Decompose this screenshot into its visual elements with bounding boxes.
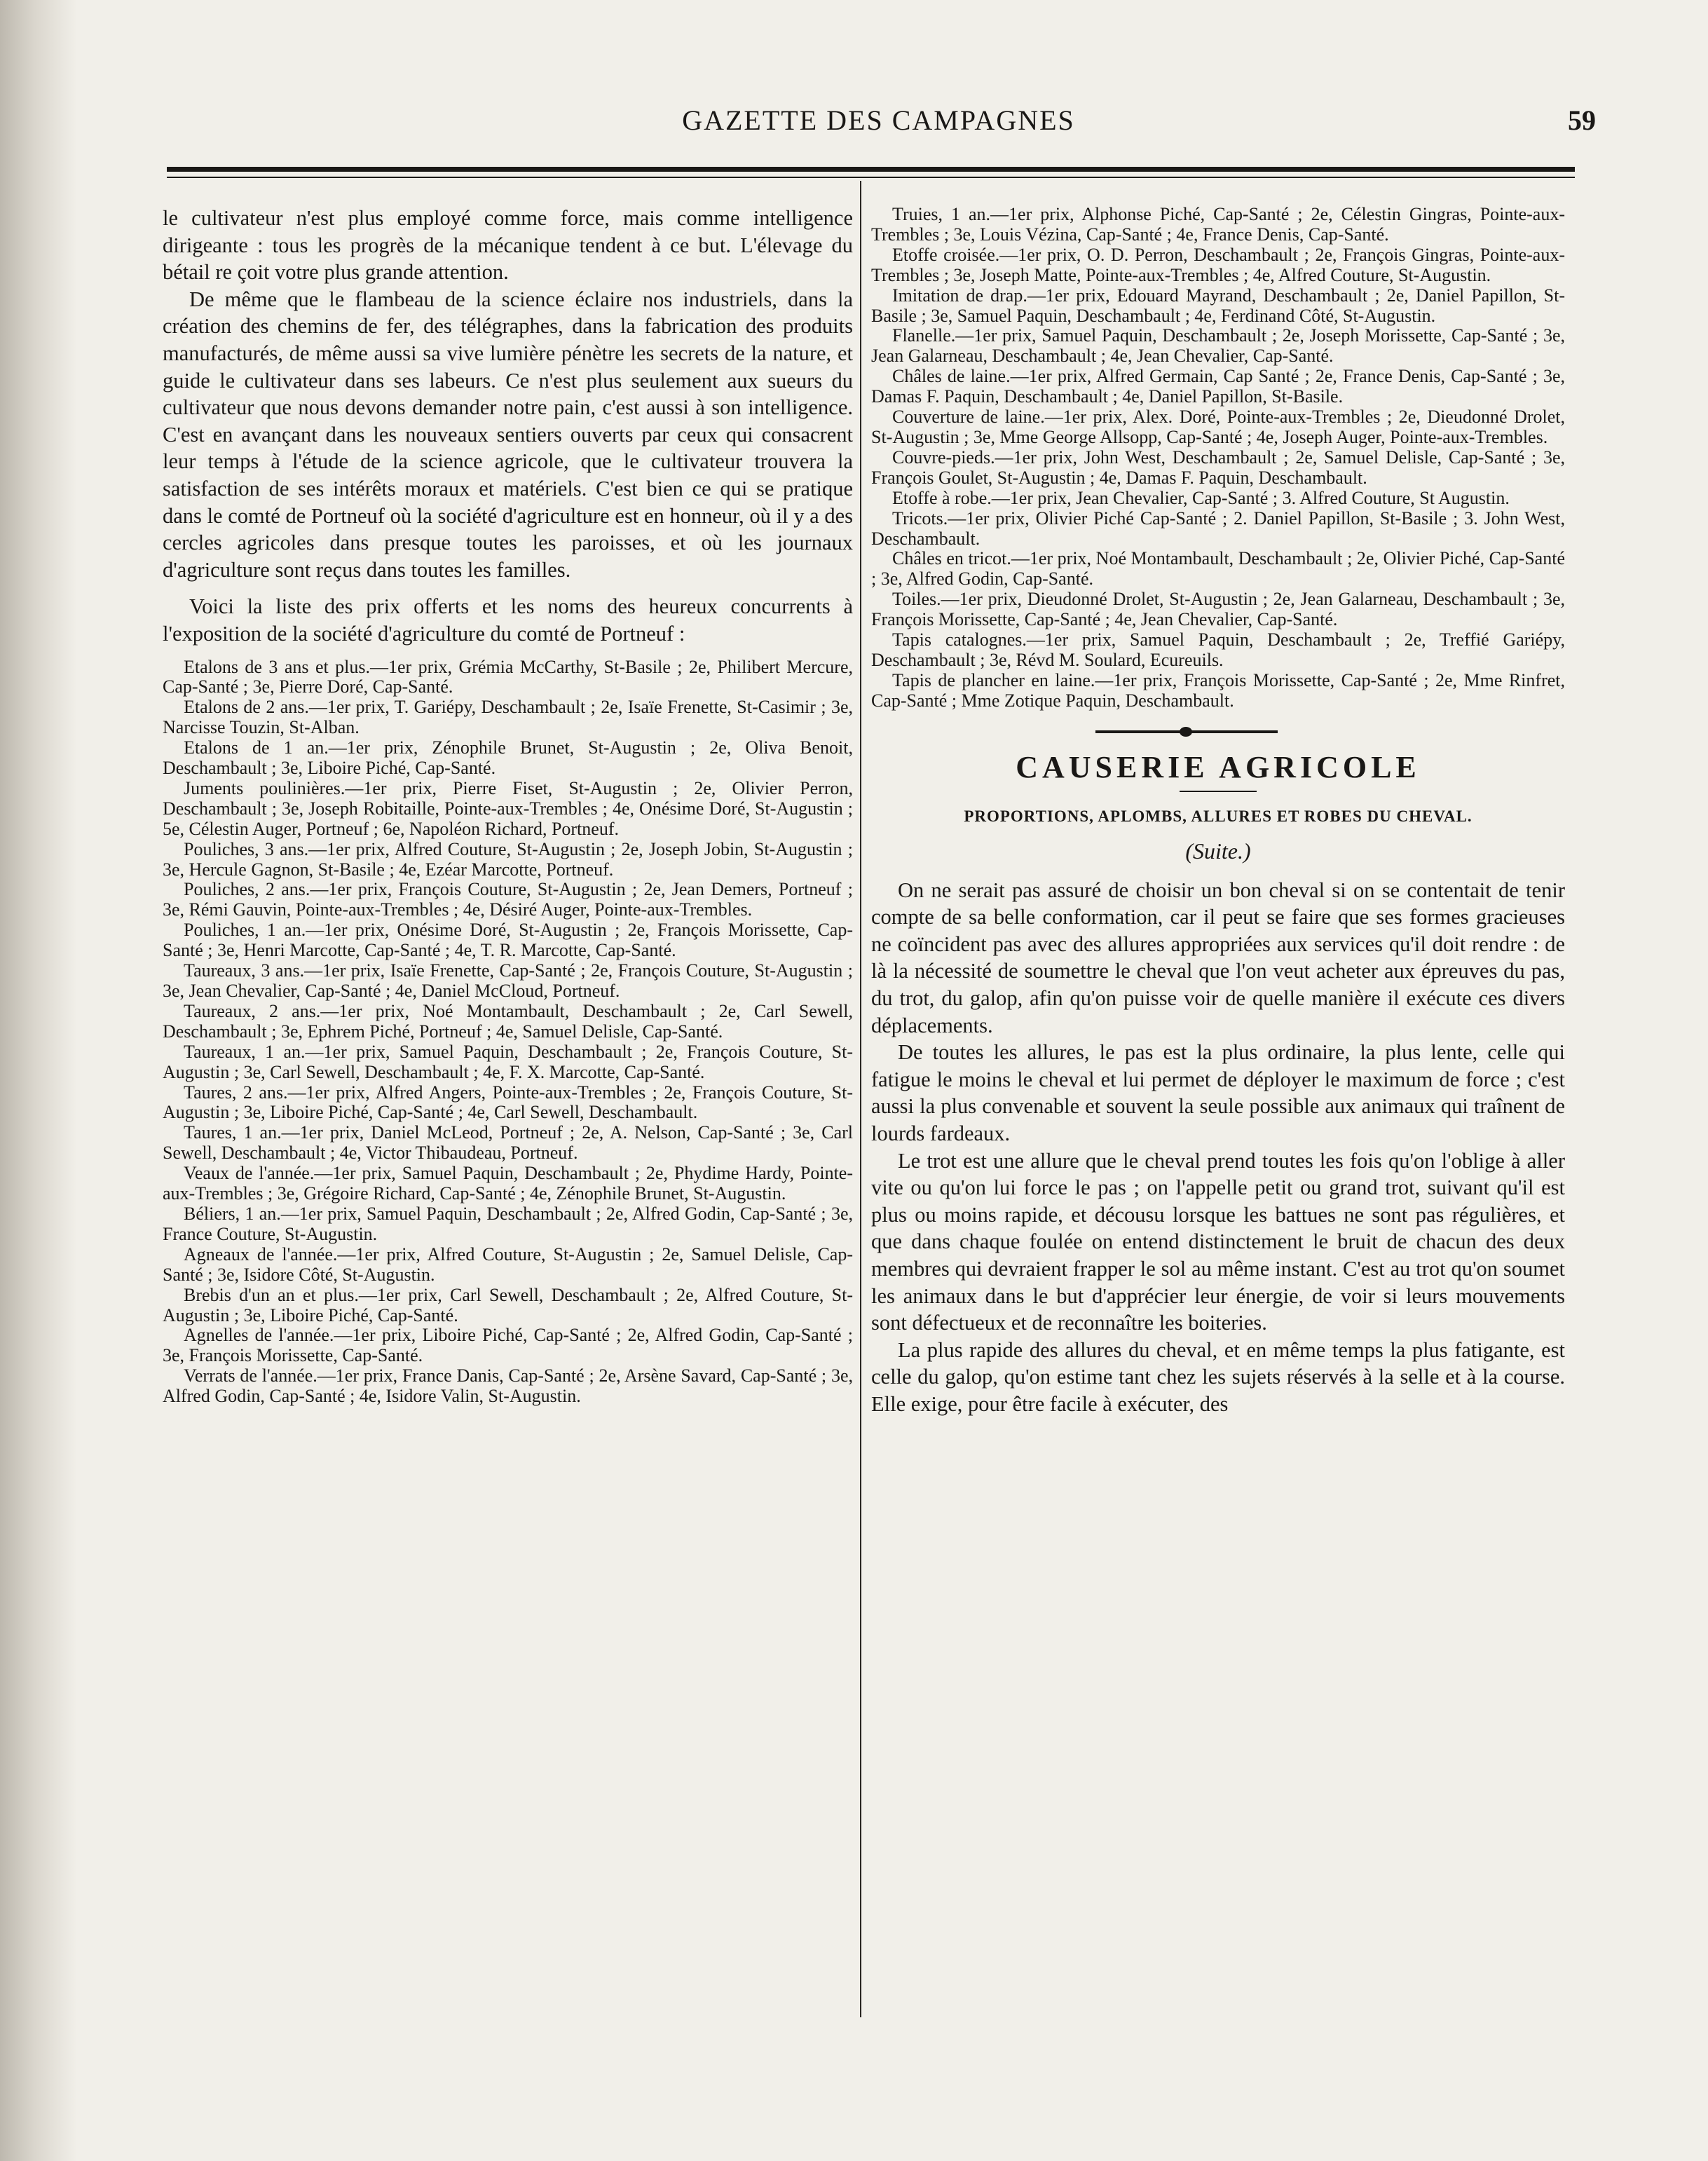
prize-entry: Etoffe croisée.—1er prix, O. D. Perron, Deschambault ; 2e, François Gingras, Pointe-aux-Trembles ; 3e, Joseph Matte, Pointe-aux-Trembles ; 4e, Alfred Couture, St-Augustin. [871, 244, 1565, 285]
article-paragraph: On ne serait pas assuré de choisir un bon cheval si on se contentait de tenir compte de sa belle conformation, car il peut se faire que ses formes gracieuses ne coïncident pas avec des allures appropriées aux services qu'il doit rendre : de là la nécessité de soumettre le cheval que l'on veut acheter aux épreuves du pas, du trot, du galop, afin qu'on puisse voir de quelle manière il exécute ces divers déplacements. [871, 878, 1565, 1037]
prize-entry: Taureaux, 2 ans.—1er prix, Noé Montambault, Deschambault ; 2e, Carl Sewell, Deschambault ; 3e, Ephrem Piché, Portneuf ; 4e, Samuel Delisle, Cap-Santé. [163, 1000, 853, 1042]
section-subtitle: PROPORTIONS, APLOMBS, ALLURES ET ROBES DU CHEVAL. [964, 807, 1473, 825]
prize-entry: Châles en tricot.—1er prix, Noé Montambault, Deschambault ; 2e, Olivier Piché, Cap-Santé ; 3e, Alfred Godin, Cap-Santé. [871, 548, 1565, 589]
prize-entry: Etoffe à robe.—1er prix, Jean Chevalier, Cap-Santé ; 3. Alfred Couture, St Augustin. [892, 487, 1510, 508]
prize-entry: Juments poulinières.—1er prix, Pierre Fiset, St-Augustin ; 2e, Olivier Perron, Deschambault ; 3e, Joseph Robitaille, Pointe-aux-Trembles ; 4e, Onésime Doré, St-Augustin ; 5e, Célestin Auger, Portneuf ; 6e, Napoléon Richard, Portneuf. [163, 777, 853, 839]
prize-entry: Etalons de 1 an.—1er prix, Zénophile Brunet, St-Augustin ; 2e, Oliva Benoit, Deschambault ; 3e, Liboire Piché, Cap-Santé. [163, 737, 853, 779]
title-rule [1180, 791, 1257, 792]
left-column [163, 205, 853, 1407]
prize-entry: Flanelle.—1er prix, Samuel Paquin, Deschambault ; 2e, Joseph Morissette, Cap-Santé ; 3e, Jean Galarneau, Deschambault ; 4e, Jean Chevalier, Cap-Santé. [871, 325, 1565, 367]
page-number: 59 [1568, 104, 1596, 136]
prize-entry: Taureaux, 3 ans.—1er prix, Isaïe Frenette, Cap-Santé ; 2e, François Couture, St-Augustin ; 3e, Jean Chevalier, Cap-Santé ; 4e, Daniel McCloud, Portneuf. [163, 960, 853, 1001]
prize-entry: Verrats de l'année.—1er prix, France Danis, Cap-Santé ; 2e, Arsène Savard, Cap-Santé ; 3e, Alfred Godin, Cap-Santé ; 4e, Isidore Valin, St-Augustin. [163, 1365, 853, 1407]
column-divider [860, 181, 861, 2017]
prize-entry: Toiles.—1er prix, Dieudonné Drolet, St-Augustin ; 2e, Jean Galarneau, Deschambault ; 3e, François Morissette, Cap-Santé ; 4e, Jean Chevalier, Cap-Santé. [871, 589, 1565, 630]
prize-entry: Couverture de laine.—1er prix, Alex. Doré, Pointe-aux-Trembles ; 2e, Dieudonné Drolet, St-Augustin ; 3e, Mme George Allsopp, Cap-Santé ; 4e, Joseph Auger, Pointe-aux-Trembles. [871, 407, 1565, 447]
prize-entry: Pouliches, 1 an.—1er prix, Onésime Doré, St-Augustin ; 2e, François Morissette, Cap-Santé ; 3e, Henri Marcotte, Cap-Santé ; 4e, T. R. Marcotte, Cap-Santé. [163, 920, 853, 961]
right-column [871, 205, 1565, 1418]
section-title: CAUSERIE AGRICOLE [1016, 749, 1421, 784]
prize-entry: Châles de laine.—1er prix, Alfred Germain, Cap Santé ; 2e, France Denis, Cap-Santé ; 3e, Damas F. Paquin, Deschambault ; 4e, Daniel Papillon, St-Basile. [871, 366, 1565, 407]
prize-entry: Béliers, 1 an.—1er prix, Samuel Paquin, Deschambault ; 2e, Alfred Godin, Cap-Santé ; 3e, France Couture, St-Augustin. [163, 1203, 853, 1244]
intro-paragraph: le cultivateur n'est plus employé comme force, mais comme intelligence dirigeante : tous les progrès de la mécanique tendent à ce but. L'élevage du bétail re çoit votre plus grande attention. [163, 206, 853, 285]
prize-entry: Tapis catalognes.—1er prix, Samuel Paquin, Deschambault ; 2e, Treffié Gariépy, Deschambault ; 3e, Révd M. Soulard, Ecureuils. [871, 629, 1565, 670]
section-ornament [871, 727, 1565, 737]
page-edge-shadow [0, 0, 77, 2161]
article-paragraph: De toutes les allures, le pas est la plus ordinaire, la plus lente, celle qui fatigue le moins le cheval et lui permet de déployer le maximum de force ; c'est aussi la plus convenable et souvent la seule possible aux animaux qui traînent de lourds fardeaux. [871, 1040, 1565, 1145]
prize-entry: Taures, 1 an.—1er prix, Daniel McLeod, Portneuf ; 2e, A. Nelson, Cap-Santé ; 3e, Carl Sewell, Deschambault ; 4e, Victor Thibaudeau, Portneuf. [163, 1122, 853, 1164]
prize-entry: Brebis d'un an et plus.—1er prix, Carl Sewell, Deschambault ; 2e, Alfred Couture, St-Augustin ; 3e, Liboire Piché, Cap-Santé. [163, 1284, 853, 1325]
prize-entry: Truies, 1 an.—1er prix, Alphonse Piché, Cap-Santé ; 2e, Célestin Gingras, Pointe-aux-Trembles ; 3e, Louis Vézina, Cap-Santé ; 4e, France Denis, Cap-Santé. [871, 204, 1565, 245]
prize-entry: Taures, 2 ans.—1er prix, Alfred Angers, Pointe-aux-Trembles ; 2e, François Couture, St-Augustin ; 3e, Liboire Piché, Cap-Santé ; 4e, Carl Sewell, Deschambault. [163, 1082, 853, 1123]
prize-entry: Taureaux, 1 an.—1er prix, Samuel Paquin, Deschambault ; 2e, François Couture, St-Augustin ; 3e, Carl Sewell, Deschambault ; 4e, F. X. Marcotte, Cap-Santé. [163, 1041, 853, 1082]
prize-entry: Pouliches, 3 ans.—1er prix, Alfred Couture, St-Augustin ; 2e, Joseph Jobin, St-Augustin ; 3e, Hercule Gagnon, St-Basile ; 4e, Ezéar Marcotte, Portneuf. [163, 838, 853, 880]
prize-entry: Tricots.—1er prix, Olivier Piché Cap-Santé ; 2. Daniel Papillon, St-Basile ; 3. John West, Deschambault. [871, 507, 1565, 549]
intro-paragraph: Voici la liste des prix offerts et les noms des heureux concurrents à l'exposition de la société d'agriculture du comté de Portneuf : [163, 594, 853, 646]
prize-entry: Tapis de plancher en laine.—1er prix, François Morissette, Cap-Santé ; 2e, Mme Rinfret, Cap-Santé ; Mme Zotique Paquin, Deschambault. [871, 669, 1565, 711]
article-paragraph: La plus rapide des allures du cheval, et en même temps la plus fatigante, est celle du galop, qu'on estime tant chez les sujets réservés à la selle et à la course. Elle exige, pour être facile à exécuter, des [871, 1337, 1565, 1416]
prize-entry: Agnelles de l'année.—1er prix, Liboire Piché, Cap-Santé ; 2e, Alfred Godin, Cap-Santé ; 3e, François Morissette, Cap-Santé. [163, 1325, 853, 1366]
page-header [161, 104, 1596, 146]
article-paragraph: Le trot est une allure que le cheval prend toutes les fois qu'on l'oblige à aller vite ou qu'on lui force le pas ; on l'appelle petit ou grand trot, suivant qu'il est plus ou moins rapide, et décousu lorsque les battues ne sont pas régulières, et que dans chaque foulée on entend distinctement le bruit de chacun des deux membres qui devraient frapper le sol au même instant. C'est au trot qu'on soumet les animaux dans le but d'apprécier leur énergie, de voir si leurs mouvements sont défectueux et de reconnaître les boiteries. [871, 1148, 1565, 1335]
prize-entry: Etalons de 3 ans et plus.—1er prix, Grémia McCarthy, St-Basile ; 2e, Philibert Mercure, Cap-Santé ; 3e, Pierre Doré, Cap-Santé. [163, 656, 853, 697]
prize-entry: Imitation de drap.—1er prix, Edouard Mayrand, Deschambault ; 2e, Daniel Papillon, St-Basile ; 3e, Samuel Paquin, Deschambault ; 4e, Ferdinand Côté, St-Augustin. [871, 285, 1565, 326]
prize-entry: Couvre-pieds.—1er prix, John West, Deschambault ; 2e, Samuel Delisle, Cap-Santé ; 3e, François Goulet, St-Augustin ; 4e, Damas F. Paquin, Deschambault. [871, 446, 1565, 488]
running-title: GAZETTE DES CAMPAGNES [682, 104, 1075, 136]
prize-entry: Agneaux de l'année.—1er prix, Alfred Couture, St-Augustin ; 2e, Samuel Delisle, Cap-Santé ; 3e, Isidore Côté, St-Augustin. [163, 1243, 853, 1285]
header-rule-thin [167, 177, 1575, 178]
prize-entry: Veaux de l'année.—1er prix, Samuel Paquin, Deschambault ; 2e, Phydime Hardy, Pointe-aux-Trembles ; 3e, Grégoire Richard, Cap-Santé ; 4e, Zénophile Brunet, St-Augustin. [163, 1163, 853, 1204]
prize-entry: Pouliches, 2 ans.—1er prix, François Couture, St-Augustin ; 2e, Jean Demers, Portneuf ; 3e, Rémi Gauvin, Pointe-aux-Trembles ; 4e, Désiré Auger, Pointe-aux-Trembles. [163, 879, 853, 920]
prize-entry: Etalons de 2 ans.—1er prix, T. Gariépy, Deschambault ; 2e, Isaïe Frenette, St-Casimir ; 3e, Narcisse Touzin, St-Alban. [163, 697, 853, 738]
header-rule-thick [167, 167, 1575, 172]
suite-label: (Suite.) [1185, 838, 1251, 864]
intro-paragraph: De même que le flambeau de la science éclaire nos industriels, dans la création des chemins de fer, des télégraphes, dans la fabrication des produits manufacturés, de même aussi sa vive lumière pénètre les secrets de la nature, et guide le cultivateur dans ses labeurs. Ce n'est plus seulement aux sueurs du cultivateur que nous devons demander notre pain, c'est aussi à son intelligence. C'est en avançant dans les nouveaux sentiers ouverts par ceux qui consacrent leur temps à l'étude de la science agricole, que le cultivateur trouvera la satisfaction de ses intérêts moraux et matériels. C'est bien ce qui se pratique dans le comté de Portneuf où la société d'agriculture est en honneur, où il y a des cercles agricoles dans presque toutes les paroisses, et où les journaux d'agriculture sont reçus dans toutes les familles. [163, 287, 853, 582]
